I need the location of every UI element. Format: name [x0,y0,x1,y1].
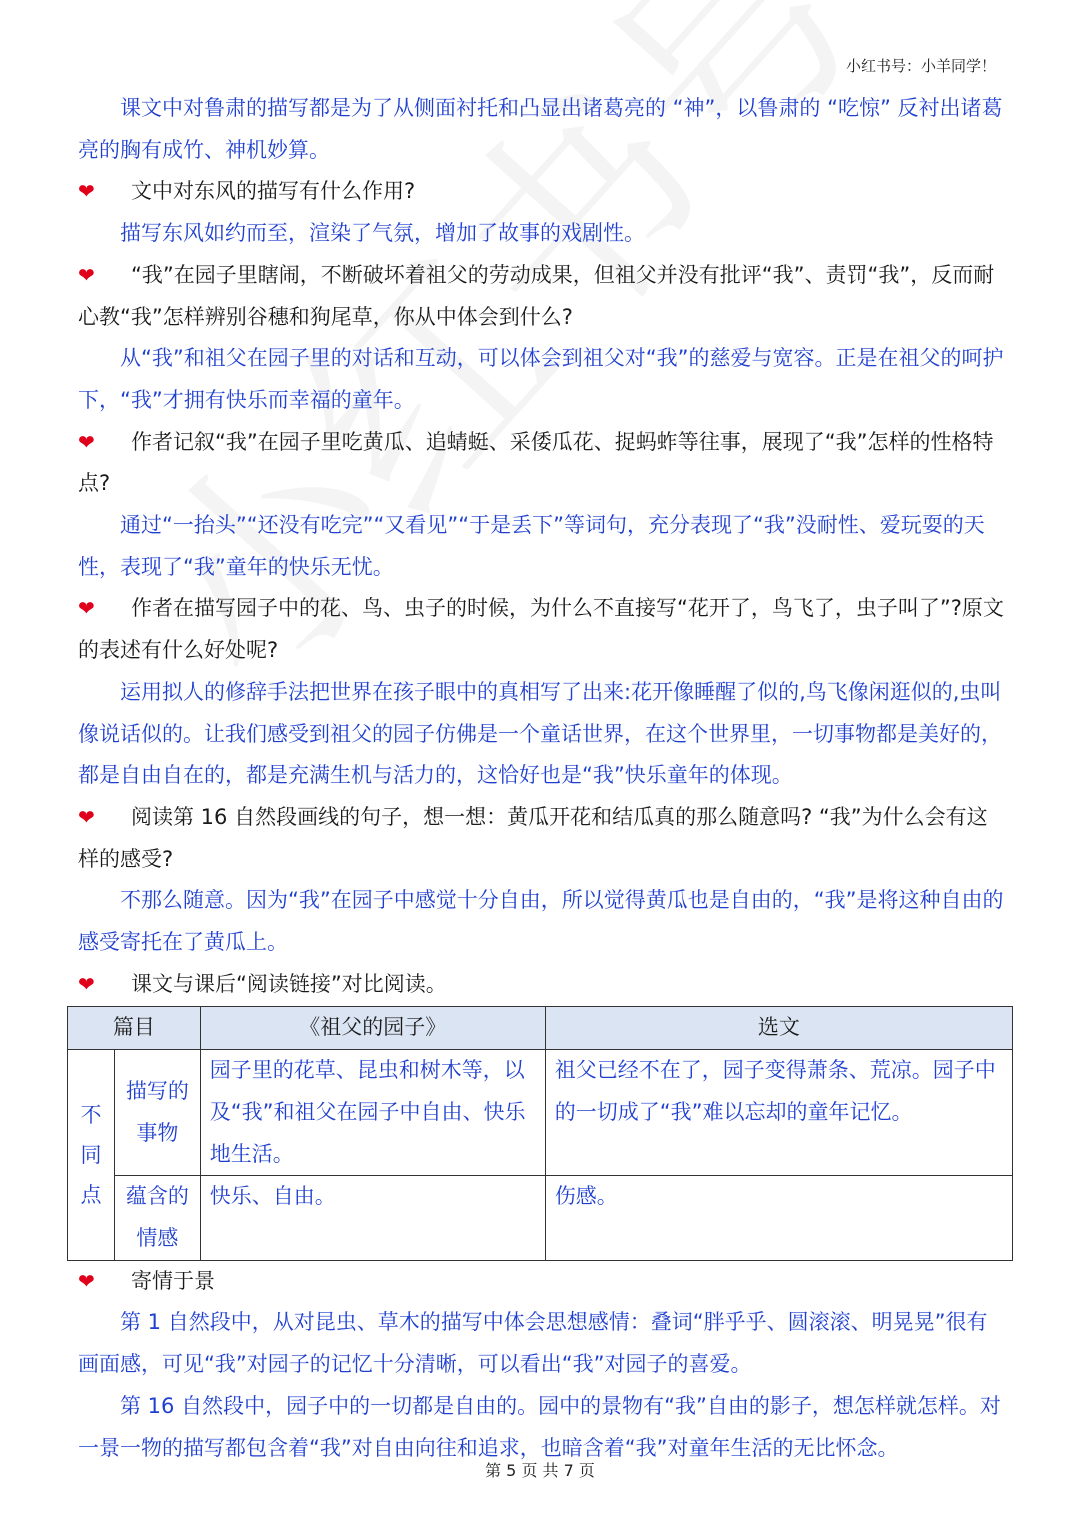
question-text: 课文与课后“阅读链接”对比阅读。 [131,971,447,996]
answer-paragraph: 第 16 自然段中，园子中的一切都是自由的。园中的景物有“我”自由的影子，想怎样就怎样。对一景一物的描写都包含着“我”对自由向往和追求，也暗含着“我”对童年生活的无比怀念。 [78,1393,1001,1460]
table-row [68,1176,1013,1260]
answer-paragraph: 描写东风如约而至，渲染了气氛，增加了故事的戏剧性。 [120,221,645,246]
table-cell: 伤感。 [545,1176,1012,1260]
answer-paragraph: 通过“一抬头”“还没有吃完”“又看见”“于是丢下”等词句，充分表现了“我”没耐性、爱玩耍的天性，表现了“我”童年的快乐无忧。 [78,513,985,579]
heart-icon: ❤ [78,262,95,287]
table-header-cell: 《祖父的园子》 [200,1007,545,1050]
question-item [78,171,1008,213]
question-text: 寄情于景 [131,1268,215,1293]
question-item [78,422,1008,505]
question-item [78,1261,1008,1303]
answer-paragraph: 不那么随意。因为“我”在园子中感觉十分自由，所以觉得黄瓜也是自由的，“我”是将这种自由的感受寄托在了黄瓜上。 [78,888,1004,955]
row-label-cell: 蕴含的情感 [115,1176,201,1260]
table-cell: 祖父已经不在了，园子变得萧条、荒凉。园子中的一切成了“我”难以忘却的童年记忆。 [545,1050,1012,1176]
question-item [78,964,1008,1006]
heart-icon: ❤ [78,179,95,204]
question-item [78,588,1008,671]
page-header: 小红书号：小羊同学！ [845,57,996,75]
heart-icon: ❤ [78,429,95,454]
answer-paragraph: 运用拟人的修辞手法把世界在孩子眼中的真相写了出来:花开像睡醒了似的,鸟飞像闲逛似的,虫叫像说话似的。让我们感受到祖父的园子仿佛是一个童话世界，在这个世界里，一切事物都是美好的，都是自由自在的，都是充满生机与活力的，这恰好也是“我”快乐童年的体现。 [78,679,1002,788]
question-item [78,255,1008,338]
question-text: 文中对东风的描写有什么作用? [131,179,416,204]
document-body [78,88,1008,1469]
answer-paragraph: 从“我”和祖父在园子里的对话和互动，可以体会到祖父对“我”的慈爱与宽容。正是在祖父的呵护下，“我”才拥有快乐而幸福的童年。 [78,346,1004,412]
table-header-cell: 选文 [545,1007,1012,1050]
question-text: “我”在园子里瞎闹，不断破坏着祖父的劳动成果，但祖父并没有批评“我”、责罚“我”，反而耐心教“我”怎样辨别谷穗和狗尾草，你从中体会到什么? [78,262,995,329]
heart-icon: ❤ [78,596,95,621]
heart-icon: ❤ [78,804,95,829]
answer-paragraph: 第 1 自然段中，从对昆虫、草木的描写中体会思想感情：叠词“胖乎乎、圆滚滚、明晃晃”很有画面感，可见“我”对园子的记忆十分清晰，可以看出“我”对园子的喜爱。 [78,1310,988,1377]
table-header-row [68,1007,1013,1050]
question-text: 作者记叙“我”在园子里吃黄瓜、追蜻蜓、采倭瓜花、捉蚂蚱等往事，展现了“我”怎样的性格特点? [78,429,994,496]
heart-icon: ❤ [78,971,95,996]
question-item [78,797,1008,880]
table-row [68,1050,1013,1176]
heart-icon: ❤ [78,1268,95,1293]
table-cell: 快乐、自由。 [200,1176,545,1260]
group-label-cell: 不同点 [68,1050,115,1261]
row-label-cell: 描写的事物 [115,1050,201,1176]
page-footer: 第 5 页 共 7 页 [485,1461,595,1480]
question-text: 作者在描写园子中的花、鸟、虫子的时候，为什么不直接写“花开了，鸟飞了，虫子叫了”?原文的表述有什么好处呢? [78,596,1004,663]
table-header-cell: 篇目 [68,1007,201,1050]
table-cell: 园子里的花草、昆虫和树木等，以及“我”和祖父在园子中自由、快乐地生活。 [200,1050,545,1176]
question-text: 阅读第 16 自然段画线的句子，想一想：黄瓜开花和结瓜真的那么随意吗? “我”为什么会有这样的感受? [78,804,988,871]
answer-paragraph: 课文中对鲁肃的描写都是为了从侧面衬托和凸显出诸葛亮的 “神”，以鲁肃的 “吃惊” 反衬出诸葛亮的胸有成竹、神机妙算。 [78,96,1003,162]
comparison-table [67,1006,1013,1260]
